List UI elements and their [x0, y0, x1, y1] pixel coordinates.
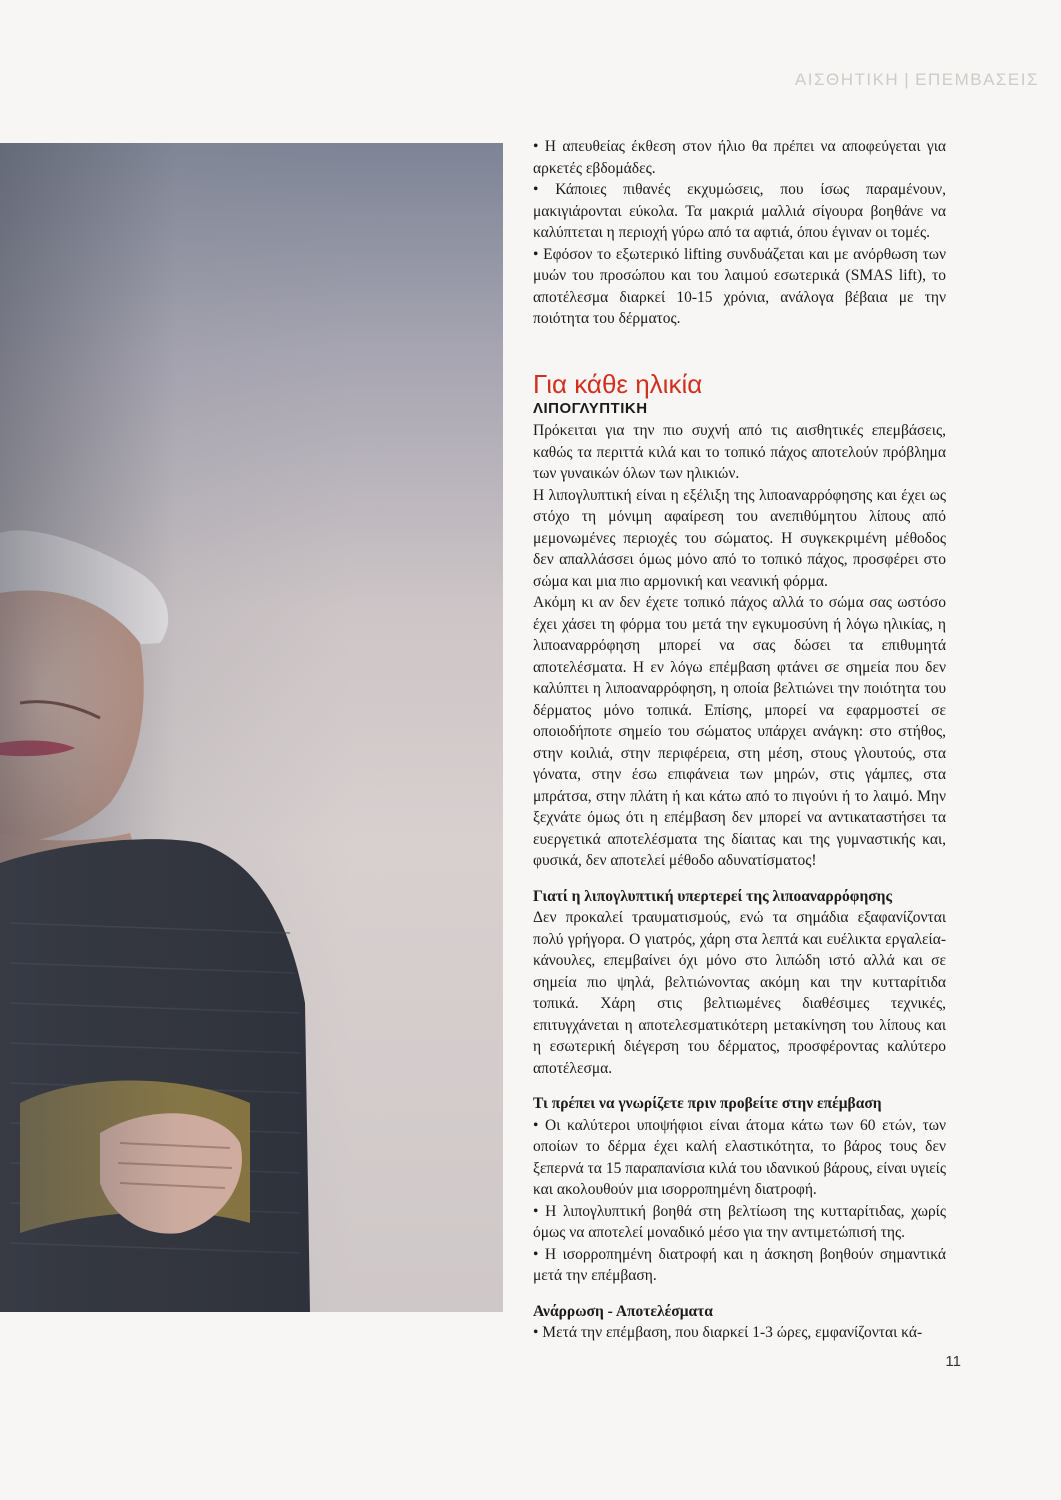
bullet-sun: • Η απευθείας έκθεση στον ήλιο θα πρέπει να αποφεύγεται για αρκετές εβδομάδες. — [533, 138, 946, 177]
before-bullet-1: • Οι καλύτεροι υποψήφιοι είναι άτομα κάτω των 60 ετών, των οποίων το δέρμα έχει καλή ελαστικότητα, το βάρος τους δεν ξεπερνά τα 15 παραπανίσια κιλά του ιδανικού βάρους, είναι υγιείς και ακολουθούν μια ισορροπημένη διατροφή. — [533, 1116, 946, 1198]
bullet-bruises: • Κάποιες πιθανές εκχυμώσεις, που ίσως παραμένουν, μακιγιάρονται εύκολα. Τα μακριά μαλλιά σίγουρα βοηθάνε να καλύπτεται η περιοχή γύρω από τα αφτιά, όπου έγιναν οι τομές. — [533, 181, 946, 241]
before-bullet-3: • Η ισορροπημένη διατροφή και η άσκηση βοηθούν σημαντικά μετά την επέμβαση. — [533, 1245, 946, 1284]
portrait-photo — [0, 143, 503, 1312]
why-heading: Γιατί η λιπογλυπτική υπερτερεί της λιποαναρρόφησης — [533, 887, 893, 905]
before-bullet-2: • Η λιπογλυπτική βοηθά στη βελτίωση της κυτταρίτιδας, χωρίς όμως να αποτελεί μοναδικό μέσο για την αντιμετώπισή της. — [533, 1202, 946, 1241]
main-column — [533, 420, 946, 1344]
top-bullets — [533, 136, 946, 330]
header-separator: | — [904, 70, 911, 89]
page-number: 11 — [945, 1353, 961, 1370]
page-header — [795, 70, 1039, 90]
header-category: ΕΠΕΜΒΑΣΕΙΣ — [915, 70, 1039, 89]
bullet-smas: • Εφόσον το εξωτερικό lifting συνδυάζεται και με ανόρθωση των μυών του προσώπου και του λαιμού εσωτερικά (SMAS lift), το αποτέλεσμα διαρκεί 10-15 χρόνια, ανάλογα βέβαια με την ποιότητα του δέρματος. — [533, 245, 946, 327]
section-subtitle: ΛΙΠΟΓΛΥΠΤΙΚΗ — [533, 400, 648, 417]
header-section: ΑΙΣΘΗΤΙΚΗ — [794, 70, 900, 89]
before-heading: Τι πρέπει να γνωρίζετε πριν προβείτε στην επέμβαση — [533, 1095, 882, 1112]
photo-overlay — [0, 143, 503, 1312]
why-text: Δεν προκαλεί τραυματισμούς, ενώ τα σημάδια εξαφανίζονται πολύ γρήγορα. Ο γιατρός, χάρη στα λεπτά και ευέλικτα εργαλεία-κάνουλες, επεμβαίνει όχι μόνο στο λιπώδη ιστό αλλά και σε σημεία πιο ψηλά, βελτιώνοντας ακόμη και την κυτταρίτιδα τοπικά. Χάρη στις βελτιωμένες διαθέσιμες τεχνικές, επιτυγχάνεται η αποτελεσματικότερη μετακίνηση του λίπους και η εσωτερική διέγερση του δέρματος, προσφέροντας καλύτερο αποτέλεσμα. — [533, 909, 946, 1077]
intro-paragraph-1: Πρόκειται για την πιο συχνή από τις αισθητικές επεμβάσεις, καθώς τα περιττά κιλά και το τοπικό πάχος αποτελούν πρόβλημα των γυναικών όλων των ηλικιών. — [533, 422, 946, 482]
intro-paragraph-3: Ακόμη κι αν δεν έχετε τοπικό πάχος αλλά το σώμα σας ωστόσο έχει χάσει τη φόρμα του μετά την εγκυμοσύνη ή λόγω ηλικίας, η λιποαναρρόφηση μπορεί να σας δώσει τα επιθυμητά αποτελέσματα. Η εν λόγω επέμβαση φτάνει σε σημεία που δεν καλύπτει η λιποαναρρόφηση, η οποία βελτιώνει την ποιότητα του δέρματος μόνο τοπικά. Επίσης, μπορεί να εφαρμοστεί σε οποιοδήποτε σημείο του σώματος υπάρχει ανάγκη: στο στήθος, στην κοιλιά, στην περιφέρεια, στη μέση, στους γλουτούς, στα γόνατα, στην έσω επιφάνεια των μηρών, στις γάμπες, στα μπράτσα, στην πλάτη ή και κάτω από το πιγούνι ή το λαιμό. Μην ξεχνάτε όμως ότι η επέμβαση δεν μπορεί να αντικαταστήσει τα ευεργετικά αποτελέσματα της δίαιτας και της γυμναστικής και, φυσικά, δεν αποτελεί μέθοδο αδυνατίσματος! — [533, 594, 946, 869]
recovery-text: • Μετά την επέμβαση, που διαρκεί 1-3 ώρες, εμφανίζονται κά- — [533, 1324, 923, 1341]
section-title: Για κάθε ηλικία — [533, 369, 703, 399]
intro-paragraph-2: Η λιπογλυπτική είναι η εξέλιξη της λιποαναρρόφησης και έχει ως στόχο τη μόνιμη αφαίρεση του ανεπιθύμητου λίπους από μεμονωμένες περιοχές του σώματος. Η συγκεκριμένη μέθοδος δεν απαλλάσσει όμως μόνο από το τοπικό πάχος, προσφέρει στο σώμα και μια πιο αρμονική και νεανική φόρμα. — [533, 486, 946, 590]
recovery-heading: Ανάρρωση - Αποτελέσματα — [533, 1302, 713, 1320]
